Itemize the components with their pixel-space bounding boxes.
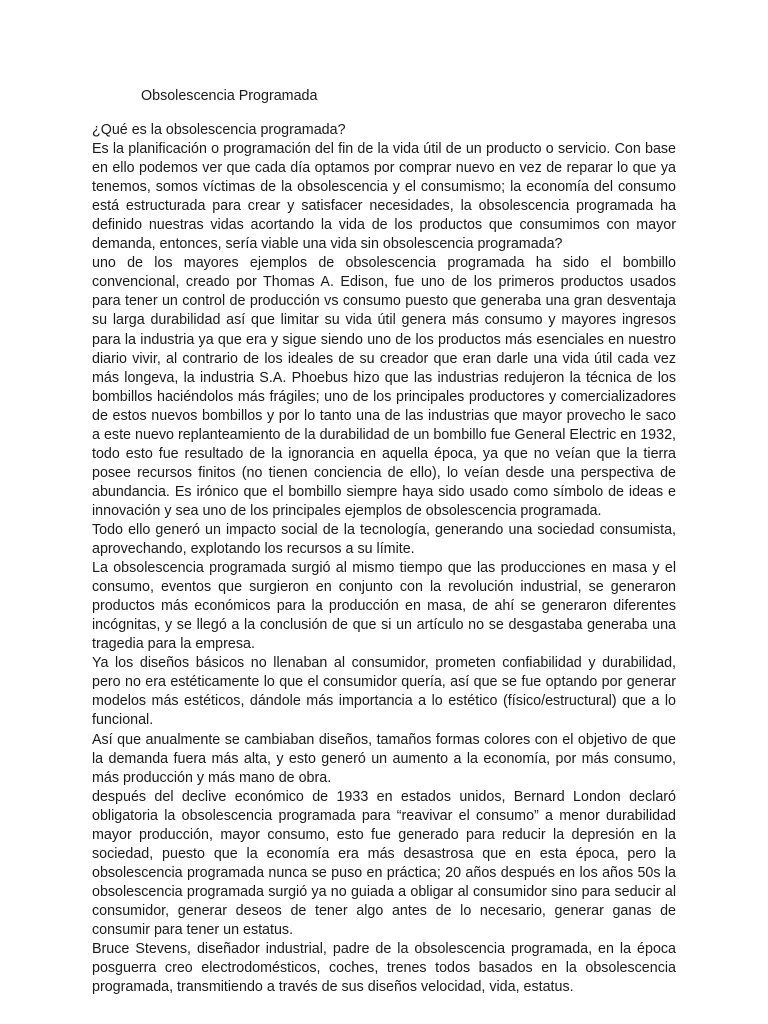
paragraph-social-impact: Todo ello generó un impacto social de la tecnología, generando una sociedad consumista, aprovechando, explotando los recursos a su límite.: [92, 521, 676, 558]
paragraph-lightbulb-example: uno de los mayores ejemplos de obsolescencia programada ha sido el bombillo convencional, creado por Thomas A. Edison, fue uno de los primeros productos usados para tener un control de producción vs consumo puesto que generaba una gran desventaja su larga durabilidad así que limitar su vida útil genera más consumo y mayores ingresos para la industria ya que era y sigue siendo uno de los productos más esenciales en nuestro diario vivir, al contrario de los ideales de su creador que eran darle una vida útil cada vez más longeva, la industria S.A. Phoebus hizo que las industrias redujeron la técnica de los bombillos haciéndolos más frágiles; uno de los principales productores y comercializadores de estos nuevos bombillos y por lo tanto una de las industrias que mayor provecho le saco a este nuevo replanteamiento de la durabilidad de un bombillo fue General Electric en 1932, todo esto fue resultado de la ignorancia en aquella época, ya que no veían que la tierra posee recursos finitos (no tienen conciencia de ello), lo veían desde una perspectiva de abundancia. Es irónico que el bombillo siempre haya sido usado como símbolo de ideas e innovación y sea uno de los principales ejemplos de obsolescencia programada.: [92, 255, 676, 519]
paragraph-definition: Es la planificación o programación del fin de la vida útil de un producto o servicio. Con base en ello podemos ver que cada día optamos por comprar nuevo en vez de reparar lo que ya tenemos, somos víctimas de la obsolescencia y el consumismo; la economía del consumo está estructurada para crear y satisfacer necesidades, la obsolescencia programada ha definido nuestras vidas acortando la vida de los productos que consumimos con mayor demanda, entonces, sería viable una vida sin obsolescencia programada?: [92, 141, 676, 253]
paragraph-annual-changes: Así que anualmente se cambiaban diseños, tamaños formas colores con el objetivo de que la demanda fuera más alta, y esto generó un aumento a la economía, por más consumo, más producción y más mano de obra.: [92, 731, 676, 786]
paragraph-bernard-london: después del declive económico de 1933 en estados unidos, Bernard London declaró obligatoria la obsolescencia programada para “reavivar el consumo” a menor durabilidad mayor producción, mayor consumo, esto fue generado para reducir la depresión en la sociedad, puesto que la economía era más desastrosa que en esta época, pero la obsolescencia programada nunca se puso en práctica; 20 años después en los años 50s la obsolescencia programada surgió ya no guiada a obligar al consumidor sino para seducir al consumidor, generar deseos de tener algo antes de lo necesario, generar ganas de consumir para tener un estatus.: [92, 788, 676, 938]
paragraph-basic-designs: Ya los diseños básicos no llenaban al consumidor, prometen confiabilidad y durabilidad, pero no era estéticamente lo que el consumidor quería, así que se fue optando por generar modelos más estéticos, dándole más importancia a lo estético (físico/estructural) que a lo funcional.: [92, 655, 676, 729]
paragraph-question: ¿Qué es la obsolescencia programada?: [92, 122, 346, 138]
document-body: [92, 121, 676, 997]
document-title: Obsolescencia Programada: [141, 88, 318, 104]
paragraph-bruce-stevens: Bruce Stevens, diseñador industrial, padre de la obsolescencia programada, en la época posguerra creo electrodomésticos, coches, trenes todos basados en la obsolescencia programada, transmitiendo a través de sus diseños velocidad, vida, estatus.: [92, 941, 676, 996]
paragraph-industrial-revolution: La obsolescencia programada surgió al mismo tiempo que las producciones en masa y el consumo, eventos que surgieron en conjunto con la revolución industrial, se generaron productos más económicos para la producción en masa, de ahí se generaron diferentes incógnitas, y se llegó a la conclusión de que si un artículo no se desgastaba generaba una tragedia para la empresa.: [92, 560, 676, 653]
